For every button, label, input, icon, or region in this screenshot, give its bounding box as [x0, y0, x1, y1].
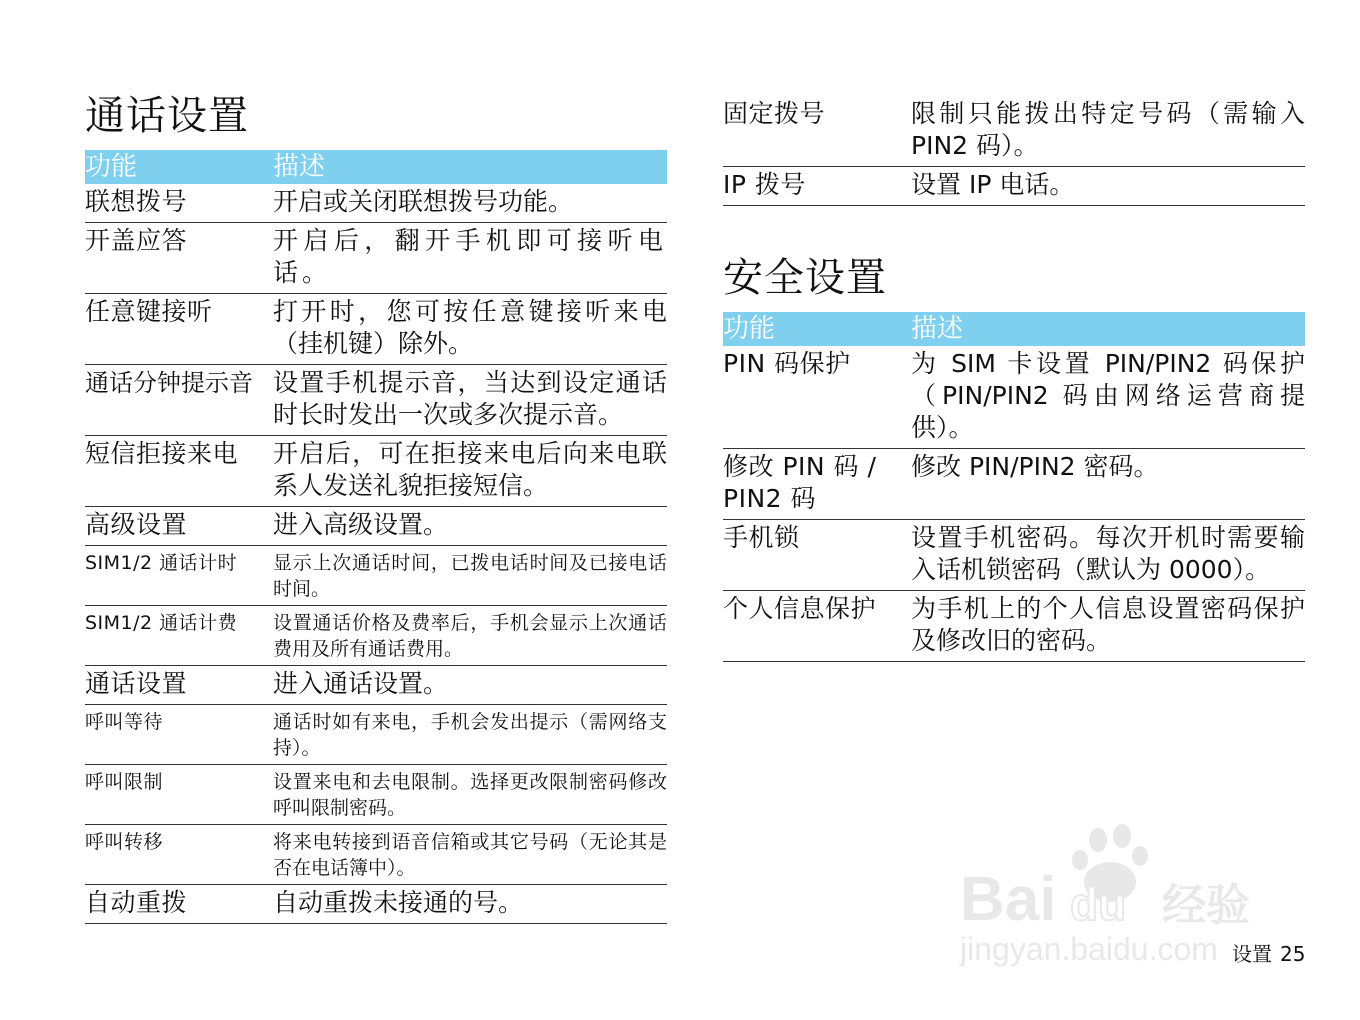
header-feature: 功能 — [723, 312, 911, 346]
feature-cell: SIM1/2 通话计费 — [85, 606, 273, 666]
description-cell: 进入通话设置。 — [273, 666, 667, 705]
table-row — [85, 223, 667, 294]
feature-cell: 联想拨号 — [85, 184, 273, 223]
svg-text:du: du — [1070, 878, 1127, 930]
description-cell: 设置手机提示音，当达到设定通话时长时发出一次或多次提示音。 — [273, 365, 667, 436]
table-row — [85, 666, 667, 705]
table-row — [85, 825, 667, 885]
call-settings-title: 通话设置 — [85, 93, 249, 139]
feature-cell: SIM1/2 通话计时 — [85, 546, 273, 606]
description-cell: 设置来电和去电限制。选择更改限制密码修改呼叫限制密码。 — [273, 765, 667, 825]
page-footer — [1232, 941, 1305, 967]
table-header — [723, 312, 1305, 346]
description-cell: 显示上次通话时间，已拨电话时间及已接电话时间。 — [273, 546, 667, 606]
description-cell: 修改 PIN/PIN2 密码。 — [911, 449, 1305, 520]
table-row — [85, 436, 667, 507]
header-description: 描述 — [273, 150, 667, 184]
description-cell: 开启后，可在拒接来电后向来电联系人发送礼貌拒接短信。 — [273, 436, 667, 507]
description-cell: 设置通话价格及费率后，手机会显示上次通话费用及所有通话费用。 — [273, 606, 667, 666]
feature-cell: 呼叫限制 — [85, 765, 273, 825]
table-row — [85, 705, 667, 765]
feature-cell: 开盖应答 — [85, 223, 273, 294]
feature-cell: 短信拒接来电 — [85, 436, 273, 507]
feature-cell: 呼叫转移 — [85, 825, 273, 885]
header-feature: 功能 — [85, 150, 273, 184]
feature-cell: IP 拨号 — [723, 167, 911, 206]
svg-text:Bai: Bai — [960, 865, 1057, 934]
description-cell: 打开时，您可按任意键接听来电（挂机键）除外。 — [273, 294, 667, 365]
feature-cell: 固定拨号 — [723, 96, 911, 167]
description-cell: 开启后，翻开手机即可接听电话。 — [273, 223, 667, 294]
description-cell: 进入高级设置。 — [273, 507, 667, 546]
description-cell: 限制只能拨出特定号码（需输入 PIN2 码）。 — [911, 96, 1305, 167]
feature-cell: 修改 PIN 码 / PIN2 码 — [723, 449, 911, 520]
description-cell: 开启或关闭联想拨号功能。 — [273, 184, 667, 223]
description-cell: 将来电转接到语音信箱或其它号码（无论其是否在电话簿中）。 — [273, 825, 667, 885]
description-cell: 通话时如有来电，手机会发出提示（需网络支持）。 — [273, 705, 667, 765]
feature-cell: 自动重拨 — [85, 885, 273, 924]
description-cell: 自动重拨未接通的号。 — [273, 885, 667, 924]
feature-cell: 通话分钟提示音 — [85, 365, 273, 436]
table-row — [723, 167, 1305, 206]
table-row — [723, 346, 1305, 449]
table-row — [85, 885, 667, 924]
call-settings-table — [85, 150, 667, 924]
table-row — [85, 294, 667, 365]
description-cell: 为 SIM 卡设置 PIN/PIN2 码保护（PIN/PIN2 码由网络运营商提供）。 — [911, 346, 1305, 449]
svg-text:经验: 经验 — [1162, 880, 1250, 931]
feature-cell: 个人信息保护 — [723, 591, 911, 662]
page-number: 25 — [1280, 942, 1306, 966]
security-settings-title: 安全设置 — [723, 255, 887, 301]
table-row — [723, 591, 1305, 662]
call-settings-continued-table — [723, 96, 1305, 206]
table-row — [723, 96, 1305, 167]
table-row — [85, 606, 667, 666]
security-settings-table — [723, 312, 1305, 662]
feature-cell: 任意键接听 — [85, 294, 273, 365]
feature-cell: 高级设置 — [85, 507, 273, 546]
table-row — [723, 520, 1305, 591]
description-cell: 设置 IP 电话。 — [911, 167, 1305, 206]
table-row — [85, 507, 667, 546]
table-row — [85, 184, 667, 223]
footer-section-label: 设置 — [1232, 942, 1272, 966]
feature-cell: 呼叫等待 — [85, 705, 273, 765]
svg-text:jingyan.baidu.com: jingyan.baidu.com — [960, 931, 1218, 967]
table-row — [723, 449, 1305, 520]
table-row — [85, 546, 667, 606]
table-row — [85, 765, 667, 825]
header-description: 描述 — [911, 312, 1305, 346]
description-cell: 为手机上的个人信息设置密码保护及修改旧的密码。 — [911, 591, 1305, 662]
description-cell: 设置手机密码。每次开机时需要输入话机锁密码（默认为 0000）。 — [911, 520, 1305, 591]
table-row — [85, 365, 667, 436]
feature-cell: 通话设置 — [85, 666, 273, 705]
table-header — [85, 150, 667, 184]
feature-cell: PIN 码保护 — [723, 346, 911, 449]
feature-cell: 手机锁 — [723, 520, 911, 591]
